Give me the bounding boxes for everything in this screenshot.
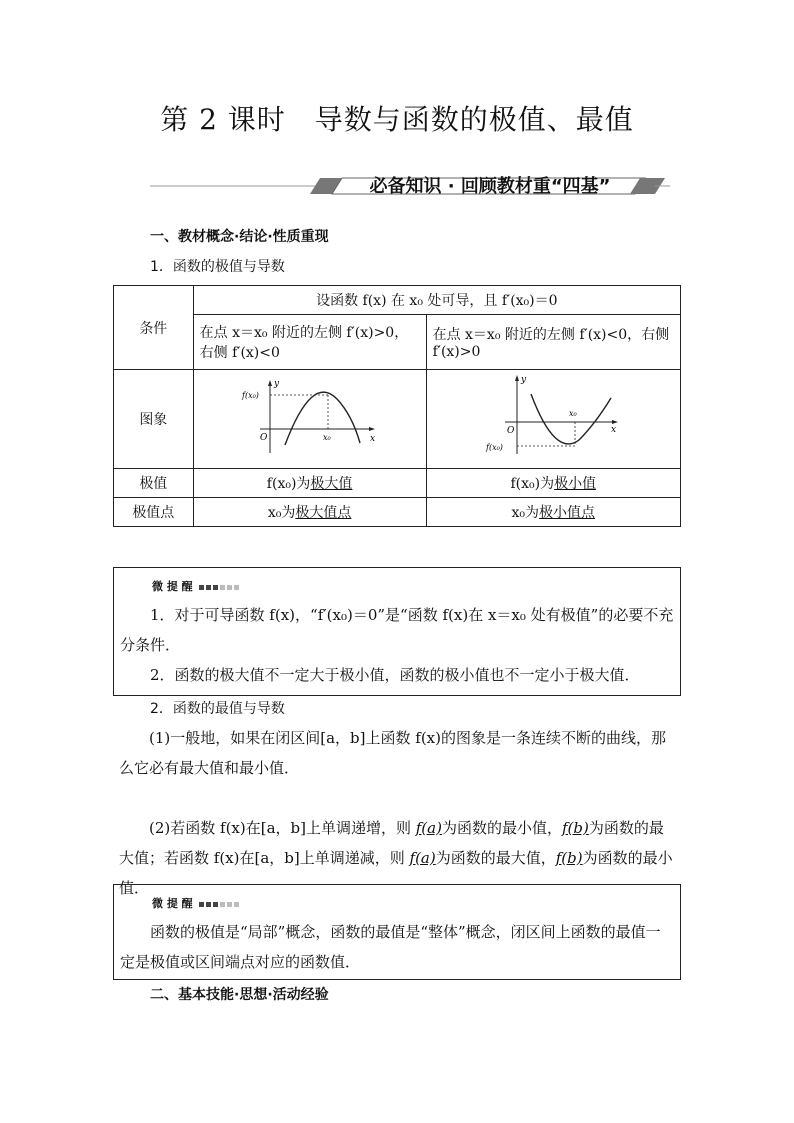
table-row [114, 370, 681, 469]
extreme-max [193, 469, 426, 498]
cond-min: 在点 x＝x₀ 附近的左侧 f′(x)<0，右侧 f′(x)>0 [426, 315, 680, 370]
point-max-prefix: x₀为 [267, 505, 296, 521]
p2-answer-fb1: f(b) [561, 819, 589, 837]
point-min [426, 498, 680, 527]
section-heading-2: 二、基本技能·思想·活动经验 [150, 987, 329, 1003]
extreme-min-answer: 极小值 [554, 476, 597, 492]
p2-text-c: 为函数的最大值；若函数 f(x)在[a，b]上单调递减，则 [119, 819, 664, 867]
section-heading-1: 一、教材概念·结论·性质重现 [150, 229, 329, 245]
tip-header [152, 895, 680, 911]
p2-answer-fa1: f(a) [415, 819, 442, 837]
page-title: 第 2 课时 导数与函数的极值、最值 [160, 103, 634, 136]
axis-x-label: x [369, 434, 375, 444]
tip-box-1 [113, 567, 681, 696]
subheading-extreme: 1．函数的极值与导数 [150, 259, 285, 275]
extreme-min-prefix: f(x₀)为 [510, 476, 555, 492]
graph-max-cell [193, 370, 426, 469]
table-row [114, 286, 681, 315]
subheading-max-min: 2．函数的最值与导数 [150, 701, 285, 717]
tip-squares-icon [197, 580, 239, 593]
max-graph [240, 377, 380, 457]
min-graph [483, 374, 623, 460]
cond-max: 在点 x＝x₀ 附近的左侧 f′(x)>0，右侧 f′(x)<0 [193, 315, 426, 370]
x0-label: x₀ [322, 433, 331, 442]
axis-x-label: x [611, 425, 617, 435]
point-max [193, 498, 426, 527]
extreme-value-table [113, 285, 681, 527]
tip-squares-icon [197, 897, 239, 910]
p2-text-d: 为函数的最大值， [435, 849, 556, 867]
tip-label: 微 提 醒 [152, 580, 193, 593]
table-row [114, 469, 681, 498]
x0-label: x₀ [569, 409, 577, 418]
tip1-line2: 2．函数的极大值不一定大于极小值，函数的极小值也不一定小于极大值． [150, 666, 640, 684]
tip2-text: 函数的极值是“局部”概念，函数的最值是“整体”概念，闭区间上函数的最值一定是极值或区间端点对应的函数值． [120, 923, 661, 971]
tip-header [152, 578, 680, 594]
tip-label: 微 提 醒 [152, 897, 193, 910]
p2-text-a: (2)若函数 f(x)在[a，b]上单调递增，则 [149, 819, 416, 837]
point-max-answer: 极大值点 [295, 505, 352, 521]
cond-label: 条件 [114, 286, 194, 370]
point-min-prefix: x₀为 [511, 505, 540, 521]
origin-label: O [259, 433, 267, 443]
origin-label: O [507, 426, 515, 436]
graph-min-cell [426, 370, 680, 469]
graph-label: 图象 [114, 370, 194, 469]
extreme-max-prefix: f(x₀)为 [266, 476, 311, 492]
fx0-label: f(x₀) [241, 391, 259, 400]
axis-y-label: y [273, 379, 279, 389]
banner-title: 必备知识 · 回顾教材重“四基” [369, 176, 611, 197]
extreme-max-answer: 极大值 [310, 476, 353, 492]
point-min-answer: 极小值点 [539, 505, 596, 521]
axis-y-label: y [521, 375, 527, 385]
tip1-line1: 1．对于可导函数 f(x)，“f′(x₀)＝0”是“函数 f(x)在 x＝x₀ 处有极值”的必要不充分条件． [120, 606, 674, 654]
fx0-label: f(x₀) [486, 443, 504, 452]
paragraph-1: (1)一般地，如果在闭区间[a，b]上函数 f(x)的图象是一条连续不断的曲线，那么它必有最大值和最小值． [119, 729, 666, 777]
cond-common: 设函数 f(x) 在 x₀ 处可导，且 f′(x₀)＝0 [193, 286, 680, 315]
point-label: 极值点 [114, 498, 194, 527]
extreme-min [426, 469, 680, 498]
p2-text-e: 为函数的最小值． [119, 849, 673, 897]
table-row [114, 315, 681, 370]
tip-box-2 [113, 884, 681, 980]
table-row [114, 498, 681, 527]
extreme-label: 极值 [114, 469, 194, 498]
p2-answer-fa2: f(a) [409, 849, 436, 867]
p2-answer-fb2: f(b) [555, 849, 583, 867]
p2-text-b: 为函数的最小值， [441, 819, 562, 837]
